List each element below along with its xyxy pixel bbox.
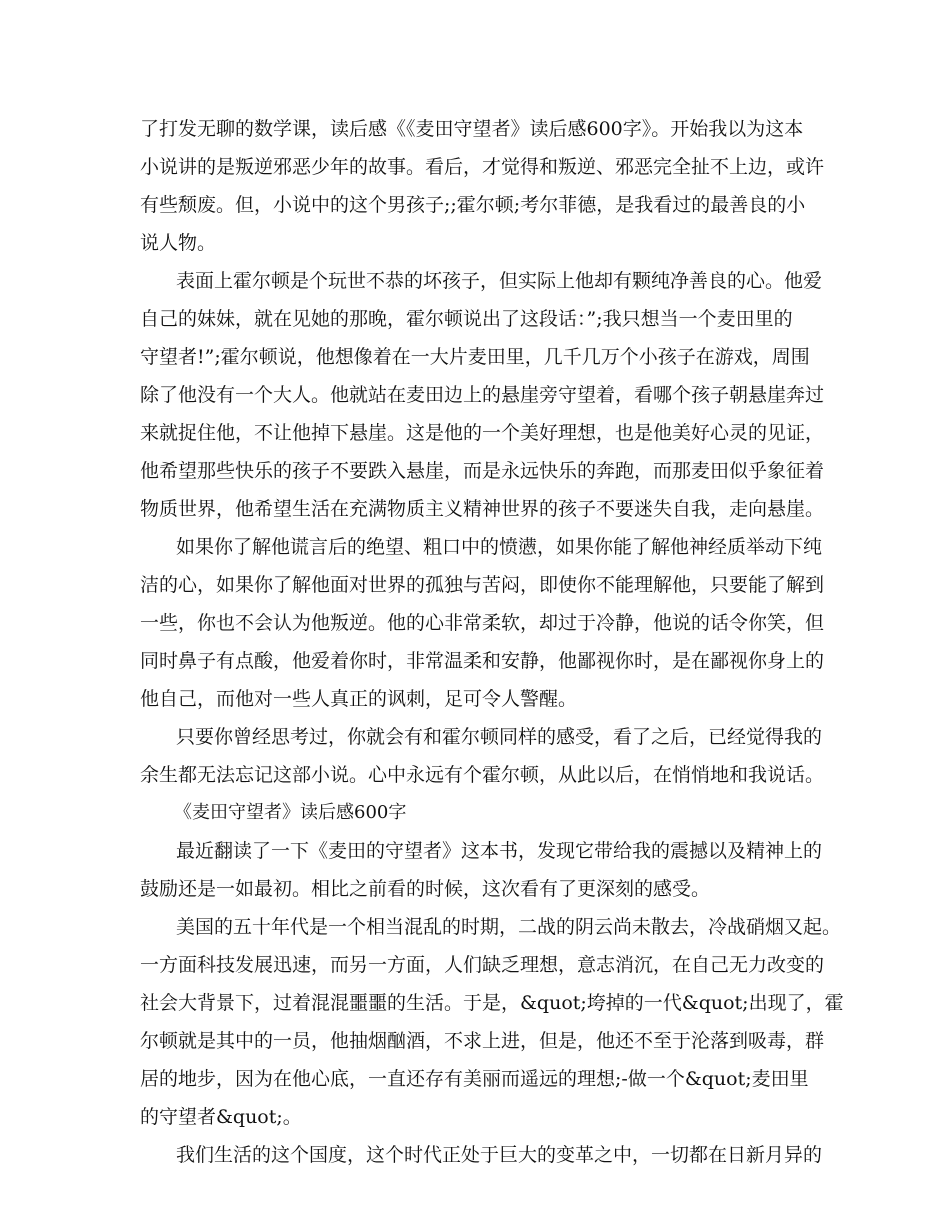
text-line: 尔顿就是其中的一员，他抽烟酗酒，不求上进，但是，他还不至于沦落到吸毒，群 — [140, 1030, 825, 1052]
text-line: 洁的心，如果你了解他面对世界的孤独与苦闷，即使你不能理解他，只要能了解到 — [140, 574, 825, 596]
text-line: 小说讲的是叛逆邪恶少年的故事。看后，才觉得和叛逆、邪恶完全扯不上边，或许 — [140, 156, 825, 178]
text-line: 美国的五十年代是一个相当混乱的时期，二战的阴云尚未散去，冷战硝烟又起。 — [176, 916, 842, 938]
text-line: 物质世界，他希望生活在充满物质主义精神世界的孩子不要迷失自我，走向悬崖。 — [140, 498, 825, 520]
text-line: 他自己，而他对一些人真正的讽刺，足可令人警醒。 — [140, 688, 578, 710]
text-line: 有些颓废。但，小说中的这个男孩子;;霍尔顿;考尔菲德，是我看过的最善良的小 — [140, 194, 806, 216]
text-line: 了打发无聊的数学课，读后感《《麦田守望者》读后感600字》。开始我以为这本 — [140, 118, 804, 140]
text-line: 表面上霍尔顿是个玩世不恭的坏孩子，但实际上他却有颗纯净善良的心。他爱 — [176, 270, 823, 292]
text-line: 守望者!”;霍尔顿说，他想像着在一大片麦田里，几千几万个小孩子在游戏，周围 — [140, 346, 810, 368]
text-line: 如果你了解他谎言后的绝望、粗口中的愤懑，如果你能了解他神经质举动下纯 — [176, 536, 823, 558]
text-line: 社会大背景下，过着混混噩噩的生活。于是，&quot;垮掉的一代&quot;出现了，霍 — [140, 992, 844, 1014]
text-line: 余生都无法忘记这部小说。心中永远有个霍尔顿，从此以后，在悄悄地和我说话。 — [140, 764, 825, 786]
text-line: 同时鼻子有点酸，他爱着你时，非常温柔和安静，他鄙视你时，是在鄙视你身上的 — [140, 650, 825, 672]
text-line: 鼓励还是一如最初。相比之前看的时候，这次看有了更深刻的感受。 — [140, 878, 711, 900]
text-line: 一方面科技发展迅速，而另一方面，人们缺乏理想，意志消沉，在自己无力改变的 — [140, 954, 825, 976]
text-line: 一些，你也不会认为他叛逆。他的心非常柔软，却过于冷静，他说的话令你笑，但 — [140, 612, 825, 634]
section-heading: 《麦田守望者》读后感600字 — [174, 802, 407, 823]
text-line: 自己的妹妹，就在见她的那晚，霍尔顿说出了这段话：”;我只想当一个麦田里的 — [140, 308, 793, 330]
text-line: 最近翻读了一下《麦田的守望者》这本书，发现它带给我的震撼以及精神上的 — [176, 840, 823, 862]
text-line: 我们生活的这个国度，这个时代正处于巨大的变革之中，一切都在日新月异的 — [176, 1144, 823, 1166]
text-line: 除了他没有一个大人。他就站在麦田边上的悬崖旁守望着，看哪个孩子朝悬崖奔过 — [140, 384, 825, 406]
text-line: 居的地步，因为在他心底，一直还存有美丽而遥远的理想;-做一个&quot;麦田里 — [140, 1068, 809, 1090]
document-body — [140, 110, 844, 1174]
text-line: 只要你曾经思考过，你就会有和霍尔顿同样的感受，看了之后，已经觉得我的 — [176, 726, 823, 748]
text-line: 的守望者&quot;。 — [140, 1106, 302, 1128]
text-line: 说人物。 — [140, 232, 217, 254]
text-line: 来就捉住他，不让他掉下悬崖。这是他的一个美好理想，也是他美好心灵的见证， — [140, 422, 825, 444]
text-line: 他希望那些快乐的孩子不要跌入悬崖，而是永远快乐的奔跑，而那麦田似乎象征着 — [140, 460, 825, 482]
